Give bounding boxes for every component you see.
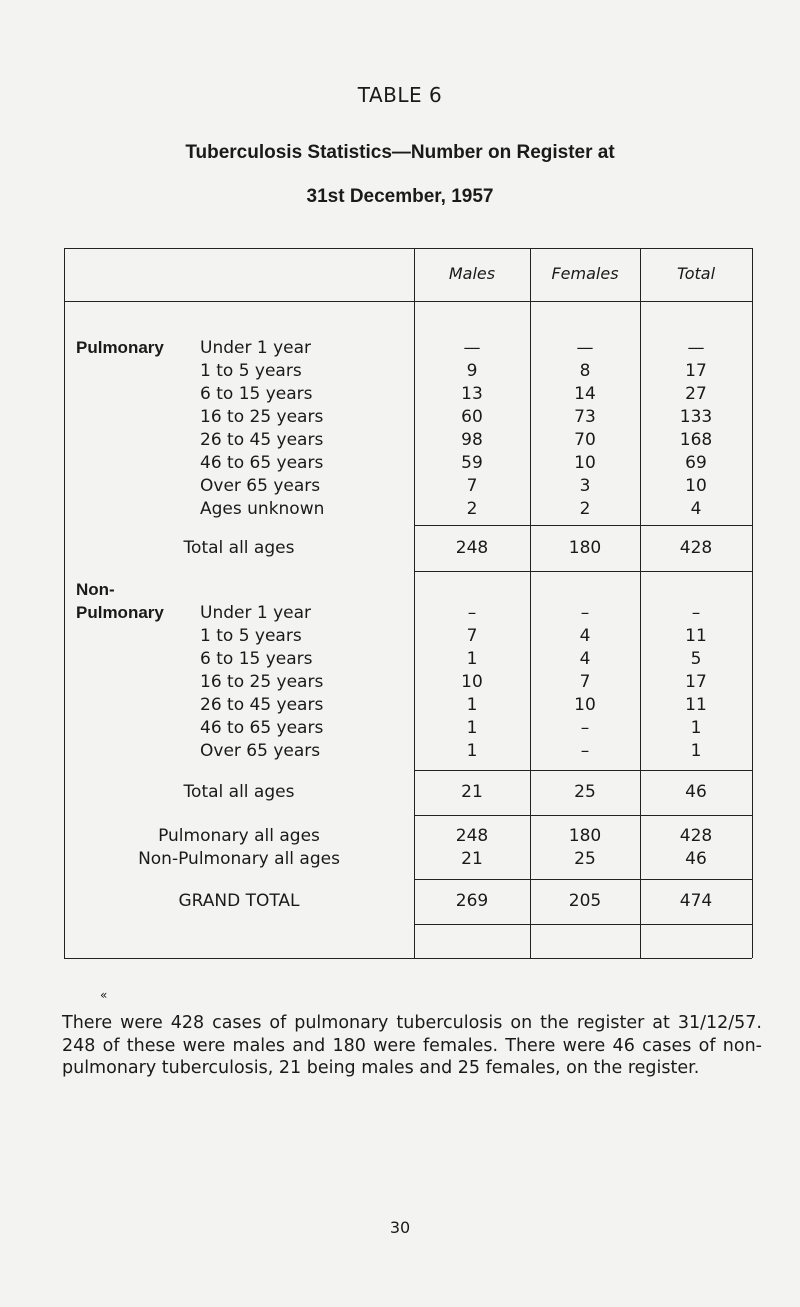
cell-males: 60 bbox=[461, 407, 483, 427]
cell-males: 98 bbox=[461, 430, 483, 450]
header-females: Females bbox=[551, 264, 619, 283]
section-label-non-pulmonary-line2: Pulmonary bbox=[76, 603, 164, 622]
cell-total: 46 bbox=[685, 849, 707, 869]
cell-females: – bbox=[580, 741, 590, 761]
margin-mark: « bbox=[100, 988, 108, 1002]
cell-total: – bbox=[691, 603, 701, 623]
cell-total: 11 bbox=[685, 626, 707, 646]
cell-total: 1 bbox=[690, 718, 702, 738]
cell-males: 10 bbox=[461, 672, 483, 692]
cell-females: 4 bbox=[579, 626, 591, 646]
cell-females: – bbox=[580, 718, 590, 738]
row-label: 6 to 15 years bbox=[200, 384, 313, 404]
cell-females: 180 bbox=[568, 538, 602, 558]
cell-total: 5 bbox=[690, 649, 702, 669]
table-row bbox=[0, 407, 800, 430]
table-rule bbox=[414, 571, 752, 572]
table-date: 31st December, 1957 bbox=[306, 186, 494, 207]
cell-males: 2 bbox=[466, 499, 478, 519]
cell-total: 168 bbox=[679, 430, 713, 450]
cell-males: 21 bbox=[461, 849, 483, 869]
table-rule bbox=[414, 879, 752, 880]
row-label: Ages unknown bbox=[200, 499, 325, 519]
cell-total: 10 bbox=[685, 476, 707, 496]
table-row-total bbox=[0, 782, 800, 805]
table-row bbox=[0, 649, 800, 672]
row-label: Over 65 years bbox=[200, 741, 321, 761]
cell-total: 17 bbox=[685, 672, 707, 692]
cell-females: 205 bbox=[568, 891, 602, 911]
table-row bbox=[0, 626, 800, 649]
cell-males: 7 bbox=[466, 476, 478, 496]
cell-females: 25 bbox=[574, 849, 596, 869]
row-label: Total all ages bbox=[183, 538, 295, 558]
cell-males: 248 bbox=[455, 826, 489, 846]
row-label: 16 to 25 years bbox=[200, 672, 324, 692]
cell-total: 428 bbox=[679, 538, 713, 558]
cell-females: – bbox=[580, 603, 590, 623]
cell-males: 248 bbox=[455, 538, 489, 558]
cell-males: — bbox=[463, 338, 481, 358]
cell-females: 3 bbox=[579, 476, 591, 496]
table-rule bbox=[64, 958, 752, 959]
row-label: Non-Pulmonary all ages bbox=[138, 849, 340, 869]
cell-total: 69 bbox=[685, 453, 707, 473]
table-row-summary bbox=[0, 849, 800, 872]
row-label: 26 to 45 years bbox=[200, 430, 324, 450]
table-rule bbox=[414, 924, 752, 925]
cell-total: 11 bbox=[685, 695, 707, 715]
cell-females: 70 bbox=[574, 430, 596, 450]
header-males: Males bbox=[448, 264, 496, 283]
table-row-summary bbox=[0, 826, 800, 849]
row-label: GRAND TOTAL bbox=[178, 891, 300, 911]
row-label: 6 to 15 years bbox=[200, 649, 313, 669]
cell-total: — bbox=[687, 338, 705, 358]
table-rule bbox=[414, 525, 752, 526]
row-label: 1 to 5 years bbox=[200, 626, 302, 646]
cell-total: 428 bbox=[679, 826, 713, 846]
table-title: Tuberculosis Statistics—Number on Register at bbox=[185, 142, 615, 163]
row-label: 1 to 5 years bbox=[200, 361, 302, 381]
cell-males: 59 bbox=[461, 453, 483, 473]
cell-males: 21 bbox=[461, 782, 483, 802]
cell-total: 1 bbox=[690, 741, 702, 761]
summary-paragraph: There were 428 cases of pulmonary tuberculosis on the register at 31/12/57. 248 of these were males and 180 were females. There were 46 cases of non-pulmonary tuberculosis, 21 being males and 25 females, on the register. bbox=[62, 1013, 762, 1078]
table-row-total bbox=[0, 538, 800, 561]
cell-females: 10 bbox=[574, 695, 596, 715]
table-rule bbox=[414, 770, 752, 771]
cell-females: 8 bbox=[579, 361, 591, 381]
table-row bbox=[0, 741, 800, 764]
section-label-pulmonary: Pulmonary bbox=[76, 338, 164, 357]
cell-total: 4 bbox=[690, 499, 702, 519]
row-label: Over 65 years bbox=[200, 476, 321, 496]
row-label: 16 to 25 years bbox=[200, 407, 324, 427]
table-row bbox=[0, 499, 800, 522]
cell-total: 46 bbox=[685, 782, 707, 802]
row-label: Under 1 year bbox=[200, 603, 312, 623]
cell-total: 474 bbox=[679, 891, 713, 911]
table-row-grand-total bbox=[0, 891, 800, 914]
header-total: Total bbox=[676, 264, 716, 283]
cell-males: 1 bbox=[466, 649, 478, 669]
row-label: Total all ages bbox=[183, 782, 295, 802]
cell-males: – bbox=[467, 603, 477, 623]
table-row bbox=[0, 338, 800, 361]
cell-total: 17 bbox=[685, 361, 707, 381]
row-label: 26 to 45 years bbox=[200, 695, 324, 715]
cell-females: 7 bbox=[579, 672, 591, 692]
table-row bbox=[0, 672, 800, 695]
cell-females: 73 bbox=[574, 407, 596, 427]
table-row bbox=[0, 453, 800, 476]
row-label: Under 1 year bbox=[200, 338, 312, 358]
cell-males: 1 bbox=[466, 695, 478, 715]
page-number: 30 bbox=[389, 1218, 411, 1237]
cell-females: 180 bbox=[568, 826, 602, 846]
cell-total: 27 bbox=[685, 384, 707, 404]
section-label-non-pulmonary-line1: Non- bbox=[76, 580, 115, 599]
table-rule bbox=[64, 301, 752, 302]
cell-males: 7 bbox=[466, 626, 478, 646]
cell-females: 14 bbox=[574, 384, 596, 404]
cell-females: 2 bbox=[579, 499, 591, 519]
table-row bbox=[0, 476, 800, 499]
cell-females: 4 bbox=[579, 649, 591, 669]
cell-total: 133 bbox=[679, 407, 713, 427]
cell-females: — bbox=[576, 338, 594, 358]
row-label: 46 to 65 years bbox=[200, 453, 324, 473]
cell-males: 13 bbox=[461, 384, 483, 404]
cell-males: 1 bbox=[466, 741, 478, 761]
table-row bbox=[0, 361, 800, 384]
table-label: TABLE 6 bbox=[357, 83, 443, 107]
table-rule bbox=[64, 248, 752, 249]
table-row bbox=[0, 603, 800, 626]
row-label: 46 to 65 years bbox=[200, 718, 324, 738]
table-row bbox=[0, 718, 800, 741]
cell-males: 1 bbox=[466, 718, 478, 738]
table-row bbox=[0, 695, 800, 718]
cell-males: 9 bbox=[466, 361, 478, 381]
cell-females: 25 bbox=[574, 782, 596, 802]
row-label: Pulmonary all ages bbox=[158, 826, 320, 846]
table-row bbox=[0, 430, 800, 453]
cell-males: 269 bbox=[455, 891, 489, 911]
cell-females: 10 bbox=[574, 453, 596, 473]
table-row bbox=[0, 384, 800, 407]
table-rule bbox=[414, 815, 752, 816]
